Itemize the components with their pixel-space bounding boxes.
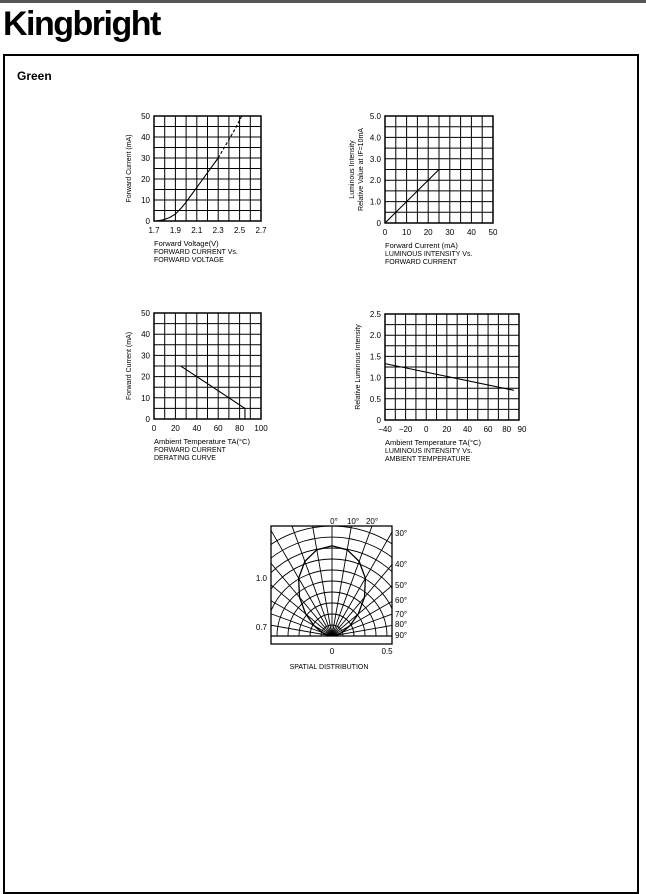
y-axis-label: Luminous Intensity Relative Value at IF=10mA <box>349 128 365 211</box>
chart-caption: AMBIENT TEMPERATURE <box>385 456 471 463</box>
y-tick-label: 20 <box>141 175 150 184</box>
y-tick-label: 30 <box>141 351 150 361</box>
x-tick-label: 60 <box>213 424 223 433</box>
polar-scale-label: 0 <box>329 647 335 656</box>
x-tick-label: 40 <box>463 425 472 434</box>
x-tick-label: 40 <box>466 228 476 237</box>
y-tick-label: 3.0 <box>369 154 381 164</box>
x-axis-label: Ambient Temperature TA(°C) <box>154 437 250 446</box>
x-tick-label: 40 <box>192 424 202 433</box>
y-tick-label: 1.0 <box>369 373 381 383</box>
y-tick-label: 50 <box>141 112 150 121</box>
chart-caption: FORWARD CURRENT <box>385 259 457 266</box>
y-tick-label: 10 <box>141 196 150 205</box>
polar-angle-label: 20° <box>365 517 379 526</box>
x-tick-label: 2.1 <box>191 226 203 235</box>
polar-radius-label: 0.7 <box>255 623 267 632</box>
polar-angle-label: 60° <box>395 596 408 605</box>
x-tick-label: 1.7 <box>148 226 160 235</box>
polar-radius-label: 1.0 <box>255 574 267 583</box>
x-tick-label: 0 <box>424 425 429 434</box>
x-tick-label: 50 <box>488 228 498 237</box>
chart-caption: LUMINOUS INTENSITY Vs. <box>385 251 473 258</box>
section-title: Green <box>17 69 52 83</box>
y-tick-label: 5.0 <box>369 112 381 121</box>
y-tick-label: 2.5 <box>369 310 381 319</box>
chart-caption: FORWARD CURRENT <box>154 447 226 454</box>
chart-caption: DERATING CURVE <box>154 455 216 462</box>
y-tick-label: 0 <box>145 415 150 424</box>
y-tick-label: 0 <box>376 416 381 425</box>
y-tick-label: 2.0 <box>369 176 381 186</box>
x-axis-label: Forward Current (mA) <box>385 241 458 250</box>
x-tick-label: 0 <box>151 424 157 433</box>
brand-logo: Kingbright <box>3 5 160 43</box>
x-tick-label: 20 <box>442 425 452 434</box>
x-tick-label: −20 <box>398 425 413 434</box>
chart-caption: FORWARD VOLTAGE <box>154 257 224 264</box>
polar-angle-label: 40° <box>395 560 408 569</box>
x-tick-label: 2.3 <box>212 226 224 235</box>
y-tick-label: 30 <box>141 154 150 163</box>
polar-angle-label: 0° <box>330 517 338 526</box>
y-axis-label: Relative Luminous Intensity <box>355 324 362 410</box>
y-tick-label: 1.0 <box>369 197 381 207</box>
x-tick-label: 30 <box>445 228 455 237</box>
polar-angle-label: 50° <box>395 581 408 590</box>
y-tick-label: 4.0 <box>369 133 381 143</box>
y-axis-label: Forward Current (mA) <box>126 331 133 401</box>
y-tick-label: 50 <box>141 309 150 318</box>
x-tick-label: 0 <box>382 228 388 237</box>
x-tick-label: 100 <box>254 424 268 433</box>
x-axis-label: Ambient Temperature TA(°C) <box>385 438 481 447</box>
x-axis-label: Forward Voltage(V) <box>154 239 219 248</box>
y-tick-label: 0.5 <box>369 394 381 404</box>
x-tick-label: 2.5 <box>234 226 246 235</box>
y-tick-label: 40 <box>141 133 150 142</box>
y-tick-label: 20 <box>141 372 150 382</box>
x-tick-label: 20 <box>423 228 433 237</box>
x-tick-label: 1.9 <box>169 226 181 235</box>
y-tick-label: 40 <box>141 330 150 340</box>
polar-angle-label: 90° <box>395 631 408 640</box>
x-tick-label: 60 <box>483 425 493 434</box>
y-tick-label: 0 <box>145 217 150 226</box>
polar-angle-label: 30° <box>395 529 408 538</box>
y-tick-label: 10 <box>141 393 150 403</box>
x-tick-label: 20 <box>170 424 180 433</box>
polar-scale-label: 0.5 <box>381 647 393 656</box>
y-axis-label: Forward Current (mA) <box>126 134 133 203</box>
y-tick-label: 1.5 <box>369 352 381 362</box>
polar-angle-label: 10° <box>346 517 360 526</box>
x-tick-label: −40 <box>378 425 392 434</box>
polar-grid <box>172 476 492 636</box>
series-line <box>385 364 514 391</box>
x-tick-label: 90 <box>517 425 527 434</box>
chart-caption: FORWARD CURRENT Vs. <box>154 249 238 256</box>
x-tick-label: 2.7 <box>255 226 267 235</box>
series-line <box>154 366 245 419</box>
series-line <box>385 170 439 224</box>
polar-angle-label: 80° <box>395 620 408 629</box>
y-tick-label: 0 <box>376 219 381 228</box>
chart-caption: LUMINOUS INTENSITY Vs. <box>385 448 473 455</box>
x-tick-label: 80 <box>502 425 512 434</box>
chart-caption: SPATIAL DISTRIBUTION <box>289 664 369 671</box>
polar-angle-label: 70° <box>395 610 408 619</box>
x-tick-label: 10 <box>402 228 412 237</box>
x-tick-label: 80 <box>235 424 245 433</box>
y-tick-label: 2.0 <box>369 331 381 341</box>
